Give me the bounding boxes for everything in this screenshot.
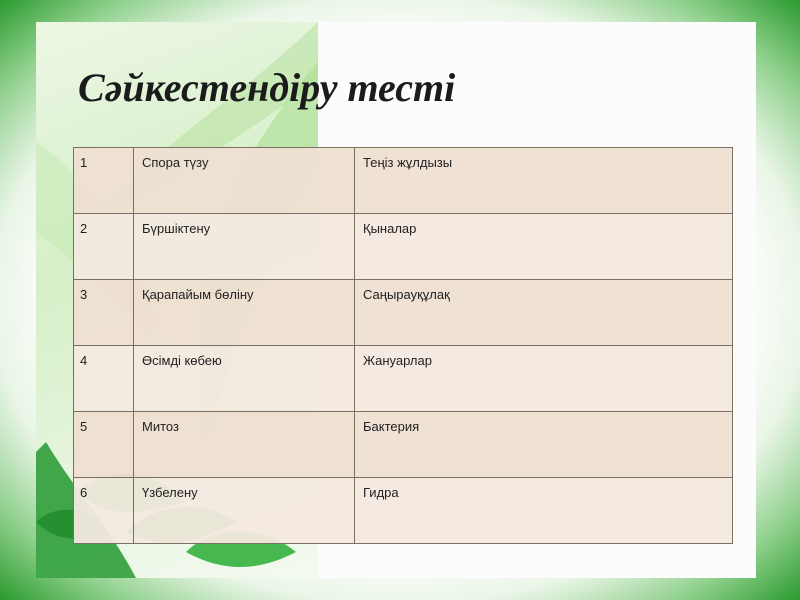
table-row [74,346,733,412]
row-number: 1 [74,148,134,214]
column-a-cell: Митоз [134,412,355,478]
table-row [74,148,733,214]
table-row [74,214,733,280]
table-row [74,478,733,544]
column-a-cell: Бүршіктену [134,214,355,280]
column-a-cell: Үзбелену [134,478,355,544]
column-b-cell: Жануарлар [355,346,733,412]
matching-table [73,147,733,544]
column-b-cell: Қыналар [355,214,733,280]
row-number: 6 [74,478,134,544]
table-row [74,412,733,478]
row-number: 4 [74,346,134,412]
table-row [74,280,733,346]
column-a-cell: Өсімді көбею [134,346,355,412]
column-a-cell: Қарапайым бөліну [134,280,355,346]
column-b-cell: Гидра [355,478,733,544]
page-title: Сәйкестендіру тесті [78,65,456,110]
column-a-cell: Спора түзу [134,148,355,214]
column-b-cell: Теңіз жұлдызы [355,148,733,214]
row-number: 2 [74,214,134,280]
column-b-cell: Саңырауқұлақ [355,280,733,346]
row-number: 3 [74,280,134,346]
column-b-cell: Бактерия [355,412,733,478]
row-number: 5 [74,412,134,478]
